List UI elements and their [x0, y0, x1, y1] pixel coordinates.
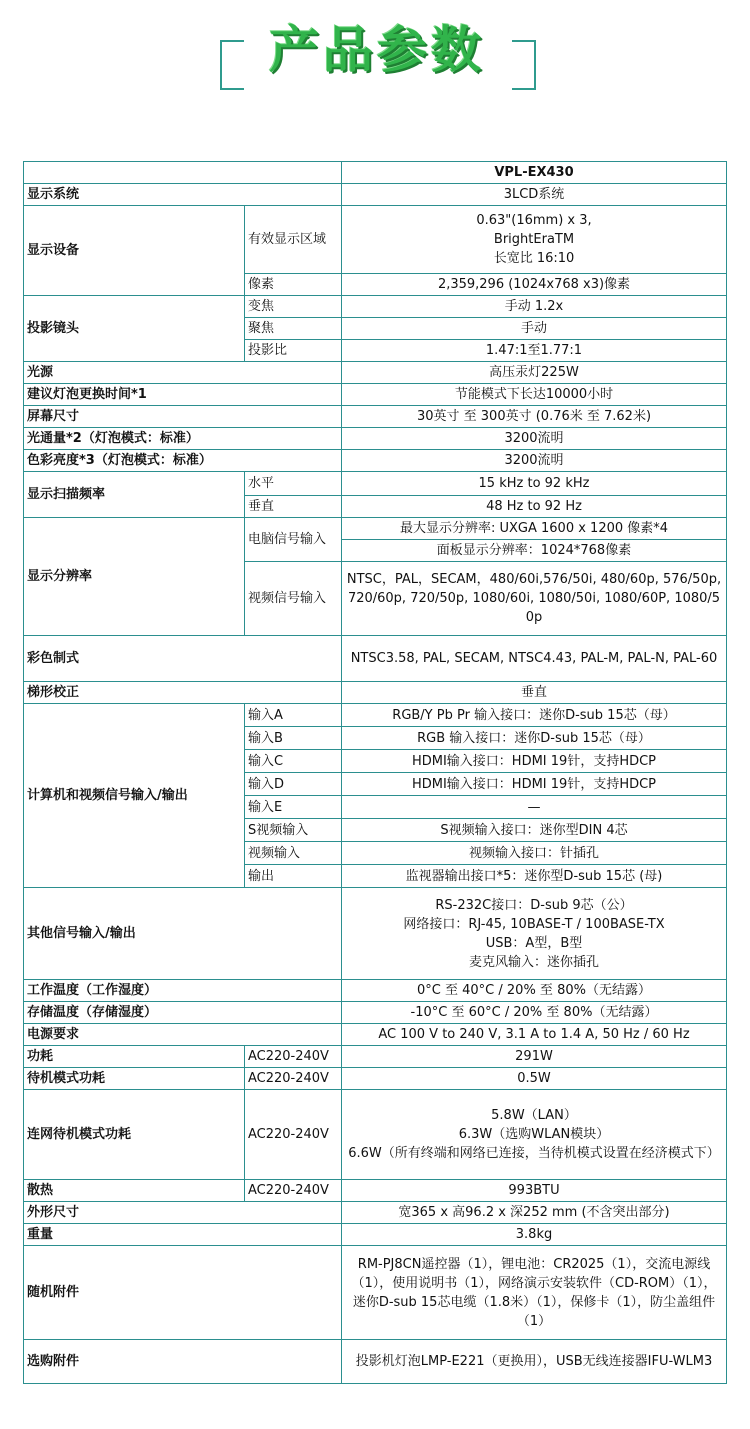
row-label: 散热 — [24, 1180, 245, 1202]
table-row — [24, 296, 727, 318]
value-line: 长宽比 16:10 — [493, 251, 575, 266]
row-label: 存储温度（存储湿度） — [24, 1002, 342, 1024]
table-row — [24, 1202, 727, 1224]
row-label: 待机模式功耗 — [24, 1068, 245, 1090]
page-header — [0, 0, 750, 110]
row-value: 3LCD系统 — [342, 184, 727, 206]
model-cell: VPL-EX430 — [342, 162, 727, 184]
row-value: — — [342, 796, 727, 819]
sub-label: 视频信号输入 — [245, 562, 342, 636]
row-value: 视频输入接口：针插孔 — [342, 842, 727, 865]
row-value: 垂直 — [342, 682, 727, 704]
row-value: 宽365 x 高96.2 x 深252 mm (不含突出部分) — [342, 1202, 727, 1224]
table-row — [24, 206, 727, 274]
page-title: 产品参数 — [269, 21, 485, 79]
row-label: 工作温度（工作湿度） — [24, 980, 342, 1002]
table-row — [24, 1180, 727, 1202]
row-label: 外形尺寸 — [24, 1202, 342, 1224]
table-row — [24, 1090, 727, 1180]
value-line: 0.63"(16mm) x 3, — [476, 213, 592, 228]
table-row — [24, 704, 727, 727]
row-label: 其他信号输入/输出 — [24, 888, 342, 980]
row-value — [342, 206, 727, 274]
value-line: USB：A型，B型 — [485, 935, 583, 951]
sub-label: 聚焦 — [245, 318, 342, 340]
row-label: 计算机和视频信号输入/输出 — [24, 704, 245, 888]
sub-label: 有效显示区域 — [245, 206, 342, 274]
table-row — [24, 888, 727, 980]
table-row — [24, 406, 727, 428]
table-row — [24, 980, 727, 1002]
table-row — [24, 1024, 727, 1046]
sub-label: 水平 — [245, 472, 342, 496]
row-label: 屏幕尺寸 — [24, 406, 342, 428]
row-value: AC 100 V to 240 V, 3.1 A to 1.4 A, 50 Hz / 60 Hz — [342, 1024, 727, 1046]
table-row — [24, 450, 727, 472]
sub-label: 输出 — [245, 865, 342, 888]
table-row — [24, 184, 727, 206]
row-value: -10°C 至 60°C / 20% 至 80%（无结露） — [342, 1002, 727, 1024]
row-value: NTSC，PAL，SECAM，480/60i,576/50i, 480/60p, 576/50p, 720/60p, 720/50p, 1080/60i, 1080/50i, 1080/60P, 1080/50p — [342, 562, 727, 636]
table-row — [24, 1068, 727, 1090]
table-row — [24, 1002, 727, 1024]
row-value: 0.5W — [342, 1068, 727, 1090]
row-value: 0°C 至 40°C / 20% 至 80%（无结露） — [342, 980, 727, 1002]
sub-label: 输入C — [245, 750, 342, 773]
row-value — [342, 1090, 727, 1180]
table-row — [24, 1246, 727, 1340]
sub-label: 变焦 — [245, 296, 342, 318]
value-line: BrightEraTM — [493, 232, 575, 247]
sub-label: AC220-240V — [245, 1046, 342, 1068]
sub-label: 视频输入 — [245, 842, 342, 865]
row-value: 1.47:1至1.77:1 — [342, 340, 727, 362]
row-value: RGB 输入接口：迷你D-sub 15芯（母） — [342, 727, 727, 750]
row-value: 手动 — [342, 318, 727, 340]
row-value: 高压汞灯225W — [342, 362, 727, 384]
sub-label: AC220-240V — [245, 1090, 342, 1180]
table-row — [24, 162, 727, 184]
value-line: 5.8W（LAN） — [491, 1108, 577, 1123]
row-label: 光源 — [24, 362, 342, 384]
row-value: 3.8kg — [342, 1224, 727, 1246]
sub-label: 输入E — [245, 796, 342, 819]
table-row — [24, 1224, 727, 1246]
row-value: S视频输入接口：迷你型DIN 4芯 — [342, 819, 727, 842]
table-row — [24, 682, 727, 704]
table-row — [24, 362, 727, 384]
row-label: 梯形校正 — [24, 682, 342, 704]
row-label: 重量 — [24, 1224, 342, 1246]
sub-label: 垂直 — [245, 496, 342, 518]
row-label: 显示分辨率 — [24, 518, 245, 636]
value-line: RS-232C接口：D-sub 9芯（公） — [435, 897, 633, 913]
row-label: 彩色制式 — [24, 636, 342, 682]
sub-label: 输入A — [245, 704, 342, 727]
table-row — [24, 636, 727, 682]
table-row — [24, 518, 727, 540]
table-row — [24, 384, 727, 406]
row-value: 3200流明 — [342, 428, 727, 450]
sub-label: 电脑信号输入 — [245, 518, 342, 562]
table-row — [24, 428, 727, 450]
table-row — [24, 472, 727, 496]
row-value: RM-PJ8CN遥控器（1），锂电池：CR2025（1），交流电源线（1），使用说明书（1），网络演示安装软件（CD-ROM）（1），迷你D-sub 15芯电缆（1.8米）（1），保修卡（1），防尘盖组件（1） — [342, 1246, 727, 1340]
sub-label: 投影比 — [245, 340, 342, 362]
row-value: 993BTU — [342, 1180, 727, 1202]
row-label: 色彩亮度*3（灯泡模式：标准） — [24, 450, 342, 472]
row-value: 手动 1.2x — [342, 296, 727, 318]
value-line: 网络接口：RJ-45, 10BASE-T / 100BASE-TX — [403, 916, 665, 932]
title-bracket-right — [512, 40, 536, 90]
title-bracket-left — [220, 40, 244, 90]
value-line: 6.6W（所有终端和网络已连接，当待机模式设置在经济模式下） — [348, 1146, 720, 1161]
value-line: 6.3W（选购WLAN模块） — [458, 1127, 610, 1142]
sub-label: 输入B — [245, 727, 342, 750]
spec-table — [23, 161, 727, 1384]
row-label: 连网待机模式功耗 — [24, 1090, 245, 1180]
row-value: 节能模式下长达10000小时 — [342, 384, 727, 406]
row-value: 2,359,296 (1024x768 x3)像素 — [342, 274, 727, 296]
sub-label: 像素 — [245, 274, 342, 296]
row-value: HDMI输入接口：HDMI 19针，支持HDCP — [342, 750, 727, 773]
row-value: HDMI输入接口：HDMI 19针，支持HDCP — [342, 773, 727, 796]
row-label: 功耗 — [24, 1046, 245, 1068]
sub-label: S视频输入 — [245, 819, 342, 842]
sub-label: AC220-240V — [245, 1180, 342, 1202]
row-label: 光通量*2（灯泡模式：标准） — [24, 428, 342, 450]
value-line: 麦克风输入：迷你插孔 — [468, 954, 599, 970]
row-value: RGB/Y Pb Pr 输入接口：迷你D-sub 15芯（母） — [342, 704, 727, 727]
row-value: 30英寸 至 300英寸 (0.76米 至 7.62米) — [342, 406, 727, 428]
row-label: 投影镜头 — [24, 296, 245, 362]
row-value: 48 Hz to 92 Hz — [342, 496, 727, 518]
row-value: 3200流明 — [342, 450, 727, 472]
table-row — [24, 1046, 727, 1068]
sub-label: AC220-240V — [245, 1068, 342, 1090]
row-value: 面板显示分辨率：1024*768像素 — [342, 540, 727, 562]
row-value: 监视器输出接口*5：迷你型D-sub 15芯 (母) — [342, 865, 727, 888]
row-value: 投影机灯泡LMP-E221（更换用），USB无线连接器IFU-WLM3 — [342, 1340, 727, 1384]
row-label: 显示系统 — [24, 184, 342, 206]
row-label: 选购附件 — [24, 1340, 342, 1384]
row-value: 最大显示分辨率: UXGA 1600 x 1200 像素*4 — [342, 518, 727, 540]
row-value: 15 kHz to 92 kHz — [342, 472, 727, 496]
row-label: 建议灯泡更换时间*1 — [24, 384, 342, 406]
sub-label: 输入D — [245, 773, 342, 796]
row-value: NTSC3.58, PAL, SECAM, NTSC4.43, PAL-M, PAL-N, PAL-60 — [342, 636, 727, 682]
row-label: 显示扫描频率 — [24, 472, 245, 518]
row-value — [342, 888, 727, 980]
row-label: 电源要求 — [24, 1024, 342, 1046]
row-label: 随机附件 — [24, 1246, 342, 1340]
row-label: 显示设备 — [24, 206, 245, 296]
header-blank-cell — [24, 162, 342, 184]
table-row — [24, 1340, 727, 1384]
row-value: 291W — [342, 1046, 727, 1068]
